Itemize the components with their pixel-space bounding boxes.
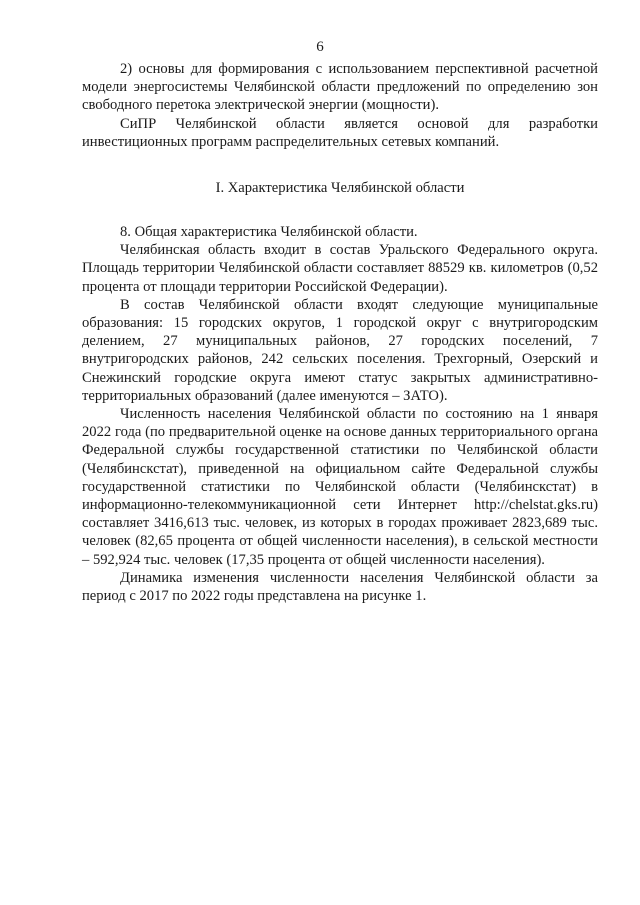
paragraph-sipr-basis: СиПР Челябинской области является основой для разработки инвестиционных программ распределительных сетевых компаний. (82, 115, 598, 150)
paragraph-region-area: Челябинская область входит в состав Уральского Федерального округа. Площадь территории Челябинской области составляет 88529 кв. километров (0,52 процента от площади территории Российской Федерации). (82, 242, 598, 295)
section-heading: I. Характеристика Челябинской области (215, 180, 465, 197)
document-body (82, 60, 598, 605)
paragraph-population-dynamics: Динамика изменения численности населения Челябинской области за период с 2017 по 2022 годы представлена на рисунке 1. (82, 569, 598, 605)
paragraph-municipalities: В состав Челябинской области входят следующие муниципальные образования: 15 городских округов, 1 городской округ с внутригородским делением, 27 муниципальных районов, 27 городских поселений, 7 внутригородских районов, 242 сельских поселения. Трехгорный, Озерский и Снежинский городские округа имеют статус закрытых административно-территориальных образований (далее именуются – ЗАТО). (82, 296, 598, 404)
paragraph-general-title: 8. Общая характеристика Челябинской области. (120, 224, 418, 241)
paragraph-population: Численность населения Челябинской области по состоянию на 1 января 2022 года (по предварительной оценке на основе данных территориального органа Федеральной службы государственной статистики по Челябинской области (Челябинскстат), приведенной на официальном сайте Федеральной службы государственной статистики по Челябинской области (Челябинскстат) в информационно-телекоммуникационной сети Интернет http://chelstat.gks.ru) составляет 3416,613 тыс. человек, из которых в городах проживает 2823,689 тыс. человек (82,65 процента от общей численности населения), в сельской местности – 592,924 тыс. человек (17,35 процента от общей численности населения). (82, 406, 598, 568)
page-number: 6 (316, 39, 324, 55)
paragraph-forecast-zones: 2) основы для формирования с использованием перспективной расчетной модели энергосистемы Челябинской области предложений по определению зон свободного перетока электрической энергии (мощности). (82, 61, 598, 114)
